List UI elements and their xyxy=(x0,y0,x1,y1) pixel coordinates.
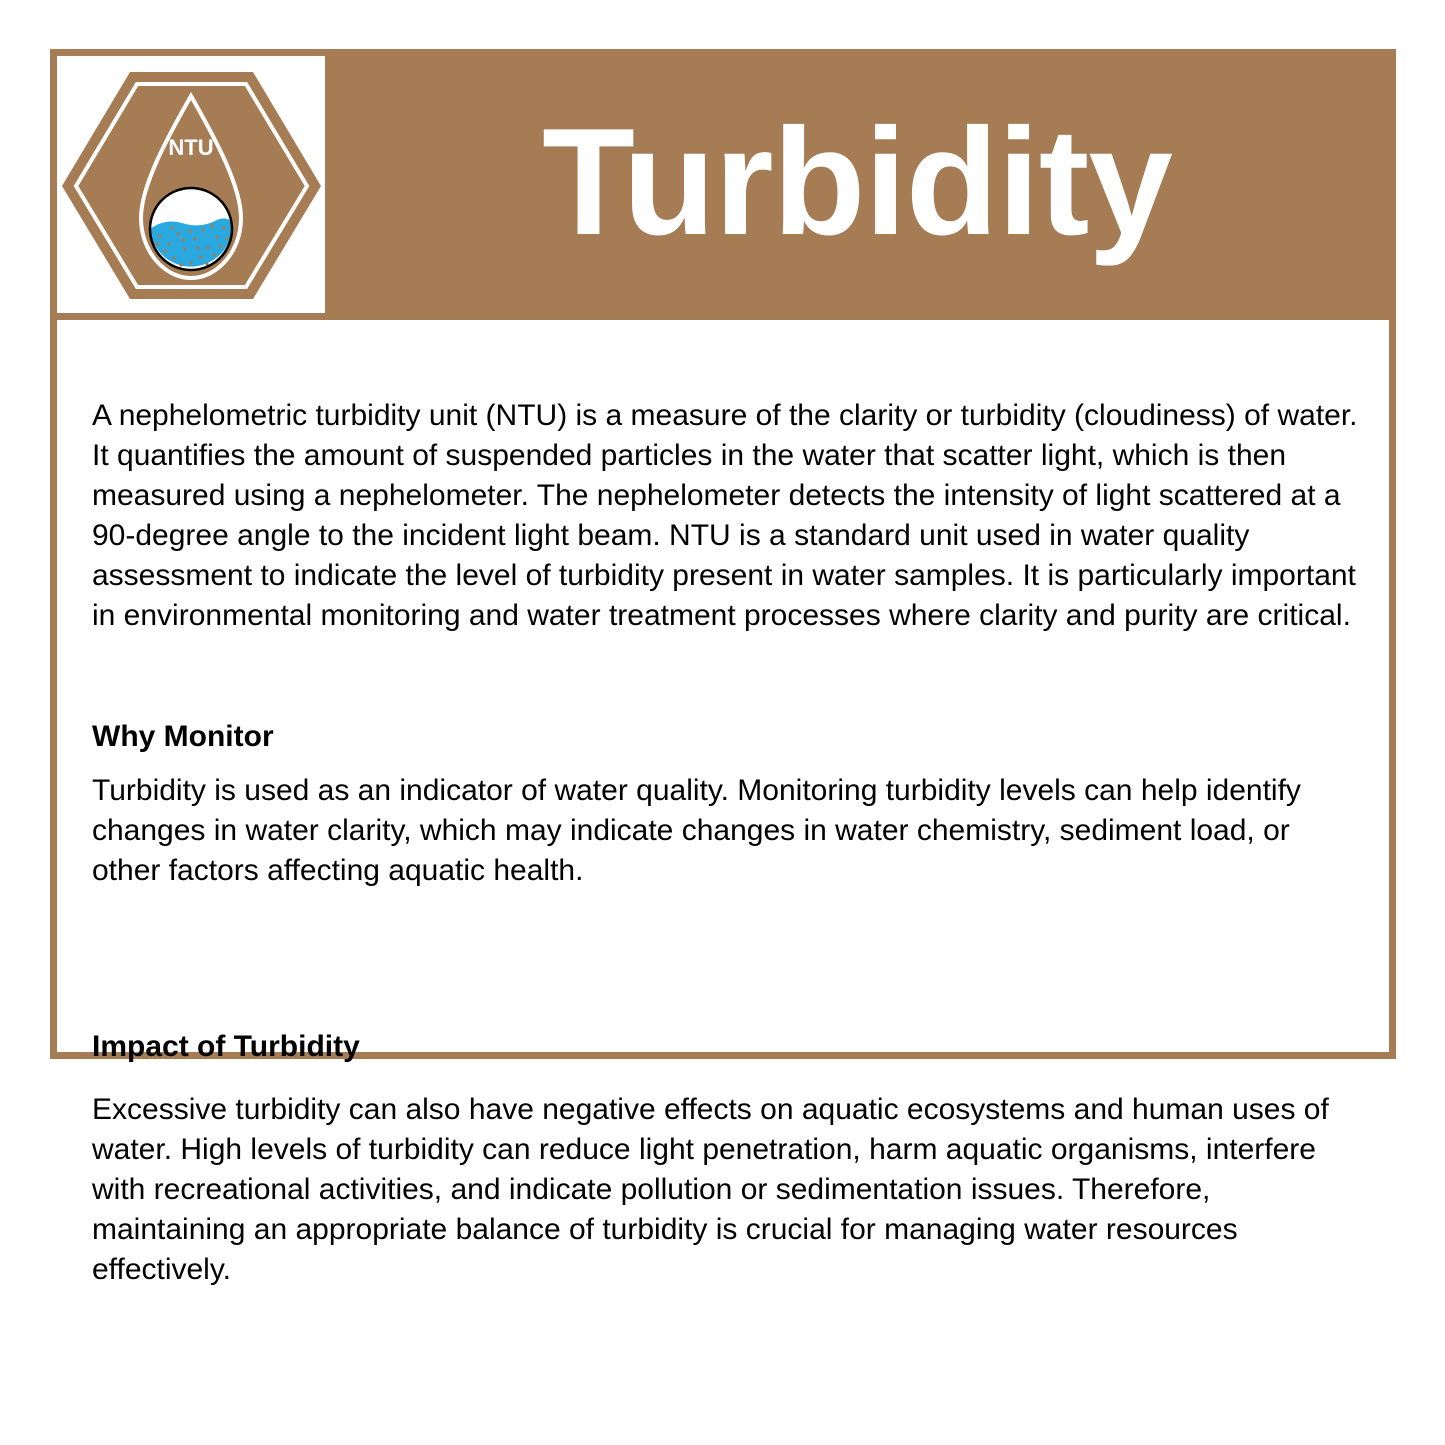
header-banner xyxy=(57,56,1389,320)
page-title: Turbidity xyxy=(542,96,1172,267)
impact-paragraph: Excessive turbidity can also have negative effects on aquatic ecosystems and human uses of water. High levels of turbidity can reduce light penetration, harm aquatic organisms, interfere with recreational activities, and indicate pollution or sedimentation issues. Therefore, maintaining an appropriate balance of turbidity is crucial for managing water resources effectively. xyxy=(92,1093,1329,1286)
water-drop-icon xyxy=(57,56,325,313)
logo-label: NTU xyxy=(168,135,214,160)
why-monitor-heading: Why Monitor xyxy=(92,720,274,753)
impact-heading: Impact of Turbidity xyxy=(92,1030,360,1063)
content-body xyxy=(92,396,1362,1290)
intro-paragraph: A nephelometric turbidity unit (NTU) is a measure of the clarity or turbidity (cloudiness) of water. It quantifies the amount of suspended particles in the water that scatter light, which is then measured using a nephelometer. The nephelometer detects the intensity of light scattered at a 90-degree angle to the incident light beam. NTU is a standard unit used in water quality assessment to indicate the level of turbidity present in water samples. It is particularly important in environmental monitoring and water treatment processes where clarity and purity are critical. xyxy=(92,399,1358,632)
why-monitor-paragraph: Turbidity is used as an indicator of water quality. Monitoring turbidity levels can help identify changes in water clarity, which may indicate changes in water chemistry, sediment load, or other factors affecting aquatic health. xyxy=(92,774,1301,887)
logo-box xyxy=(57,56,325,313)
info-card xyxy=(50,49,1396,1286)
